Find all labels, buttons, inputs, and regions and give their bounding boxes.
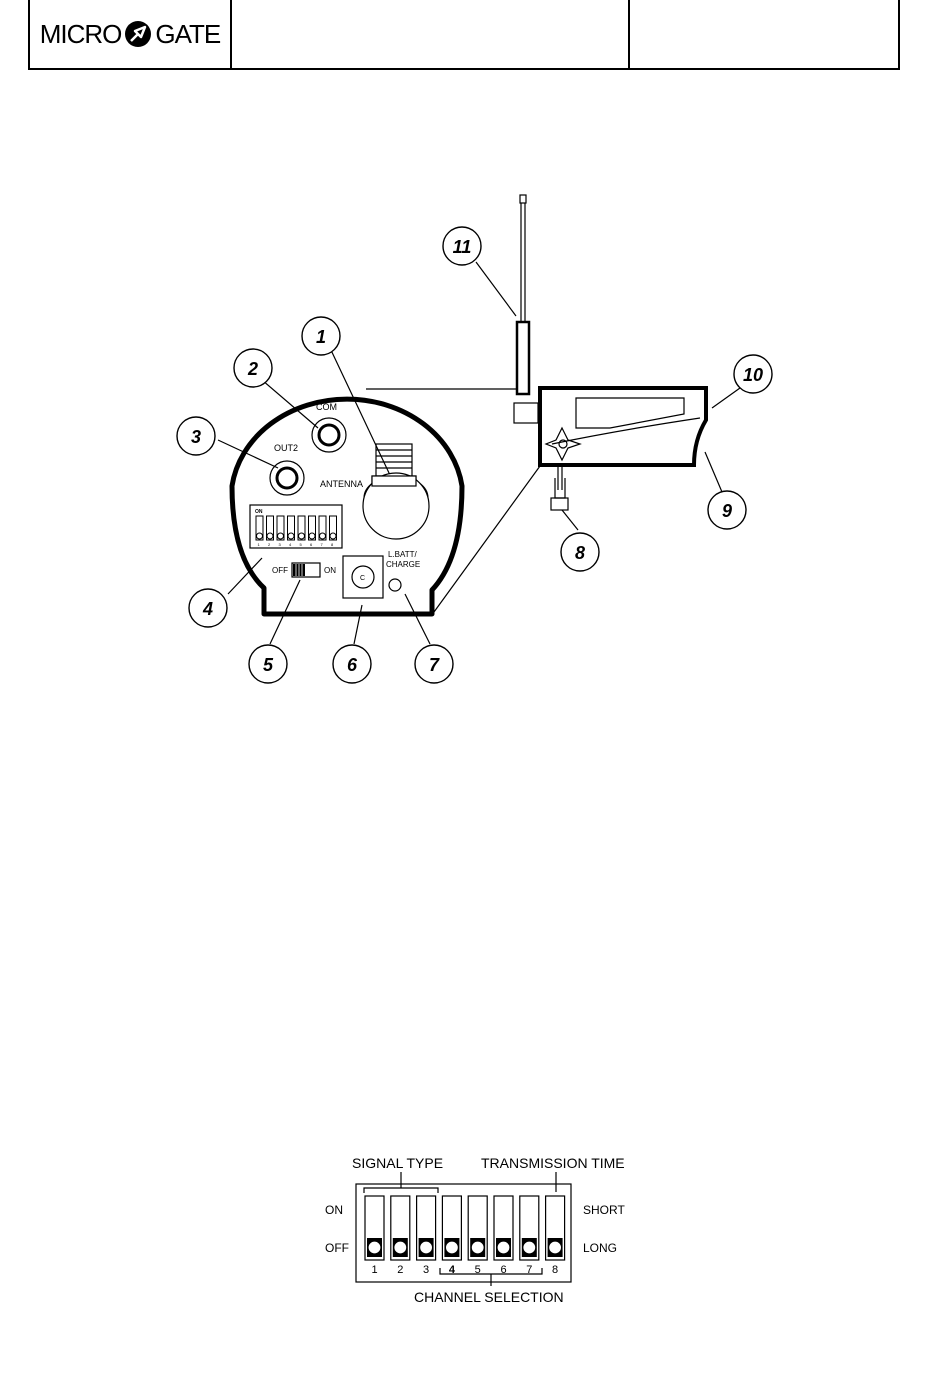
- lbatt-label-line2: CHARGE: [386, 560, 421, 569]
- dip-switch-number: 6: [500, 1264, 507, 1276]
- device-dip-number: 3: [278, 542, 281, 547]
- device-dip-slot: [288, 516, 295, 547]
- dip-switch-number: 2: [397, 1264, 404, 1276]
- callout-number: 1: [315, 327, 327, 347]
- callout-5: [249, 645, 287, 683]
- callout-4: [189, 589, 227, 627]
- callout-number: 4: [202, 599, 214, 619]
- out2-label: OUT2: [274, 443, 299, 453]
- device-dip-number: 1: [257, 542, 260, 547]
- callout-number: 5: [262, 655, 274, 675]
- dip-switch-number: 3: [423, 1264, 430, 1276]
- device-dip-number: 6: [310, 542, 313, 547]
- device-dip-slot: [319, 516, 326, 547]
- header-right-cell: [630, 0, 898, 68]
- dip-switch-4: [442, 1196, 461, 1276]
- callout-number: 9: [721, 501, 733, 521]
- dip-switch-2: [391, 1196, 410, 1276]
- dip-switch-number: 8: [552, 1264, 559, 1276]
- out2-connector: [270, 461, 304, 495]
- leader-line-9: [705, 452, 722, 492]
- antenna-connector: [363, 444, 429, 539]
- leader-line-8: [562, 510, 578, 530]
- logo-text-left: MICRO: [39, 18, 122, 49]
- callout-number: 2: [247, 359, 259, 379]
- callout-number: 6: [346, 655, 358, 675]
- device-dip-number: 5: [299, 542, 302, 547]
- dip-switch-1: [365, 1196, 384, 1276]
- device-diagram: [0, 180, 950, 900]
- page-header: [28, 0, 900, 70]
- callout-10: [734, 355, 772, 393]
- device-dip-slot: [256, 516, 263, 547]
- callout-number: 3: [190, 427, 202, 447]
- callout-2: [234, 349, 272, 387]
- callout-number: 11: [452, 237, 472, 257]
- dip-switch-7: [520, 1196, 539, 1276]
- device-dip-slot: [309, 516, 316, 547]
- dip-switch-number: 4: [448, 1264, 455, 1276]
- callout-6: [333, 645, 371, 683]
- callout-number: 7: [428, 655, 440, 675]
- callout-1: [302, 317, 340, 355]
- device-dip-number: 2: [268, 542, 271, 547]
- leader-line-6: [354, 605, 362, 644]
- callout-11: [443, 227, 481, 265]
- dip-on-label: ON: [325, 1203, 343, 1217]
- transmission-time-label: TRANSMISSION TIME: [481, 1155, 625, 1171]
- power-off-label: OFF: [272, 566, 288, 575]
- logo-mark-icon: [124, 20, 152, 48]
- antenna-label: ANTENNA: [320, 479, 364, 489]
- header-middle-cell: [232, 0, 630, 68]
- channel-selection-label: CHANNEL SELECTION: [414, 1289, 564, 1305]
- device-dip-slots: [256, 516, 337, 547]
- callout-9: [708, 491, 746, 529]
- lbatt-led: [389, 579, 401, 591]
- power-on-label: ON: [324, 566, 336, 575]
- device-dip-number: 8: [331, 542, 334, 547]
- callout-number: 8: [574, 543, 586, 563]
- dip-switch-number: 7: [526, 1264, 533, 1276]
- power-slide-switch[interactable]: [292, 563, 320, 577]
- microgate-logo: [40, 19, 221, 50]
- callout-8: [561, 533, 599, 571]
- device-dip-number: 4: [289, 542, 292, 547]
- device-dip-slot: [298, 516, 305, 547]
- dip-switch-6: [494, 1196, 513, 1276]
- device-dip-number: 7: [320, 542, 323, 547]
- dip-switch-row: [365, 1196, 565, 1276]
- dip-switch-number: 1: [371, 1264, 378, 1276]
- dip-switch-8: [546, 1196, 565, 1276]
- projection-line-bottom: [434, 466, 540, 612]
- leader-line-7: [405, 594, 430, 644]
- com-label: COM: [316, 402, 337, 412]
- callout-7: [415, 645, 453, 683]
- logo-cell: [30, 0, 232, 68]
- lbatt-label-line1: L.BATT/: [388, 550, 417, 559]
- device-dip-slot: [267, 516, 274, 547]
- device-dip-switch: [250, 505, 342, 548]
- c-button-label: C: [360, 575, 366, 582]
- device-dip-slot: [330, 516, 337, 547]
- dip-long-label: LONG: [583, 1241, 618, 1255]
- dip-switch-number: 5: [474, 1264, 481, 1276]
- dip-short-label: SHORT: [583, 1203, 625, 1217]
- dip-off-label: OFF: [325, 1241, 349, 1255]
- com-connector: [312, 418, 346, 452]
- dip-switch-3: [417, 1196, 436, 1276]
- device-side-view: [540, 388, 706, 510]
- leader-line-1: [330, 348, 398, 492]
- dip-switch-5: [468, 1196, 487, 1276]
- logo-text-right: GATE: [155, 18, 221, 49]
- antenna-rod: [514, 195, 538, 423]
- signal-type-label: SIGNAL TYPE: [352, 1155, 444, 1171]
- leader-line-10: [712, 388, 740, 408]
- device-dip-on-label: ON: [255, 509, 263, 515]
- callout-number: 10: [742, 365, 764, 385]
- dip-switch-diagram: [300, 1148, 660, 1308]
- device-dip-slot: [277, 516, 284, 547]
- callout-3: [177, 417, 215, 455]
- leader-line-11: [476, 262, 516, 316]
- signal-type-bracket: [364, 1188, 438, 1193]
